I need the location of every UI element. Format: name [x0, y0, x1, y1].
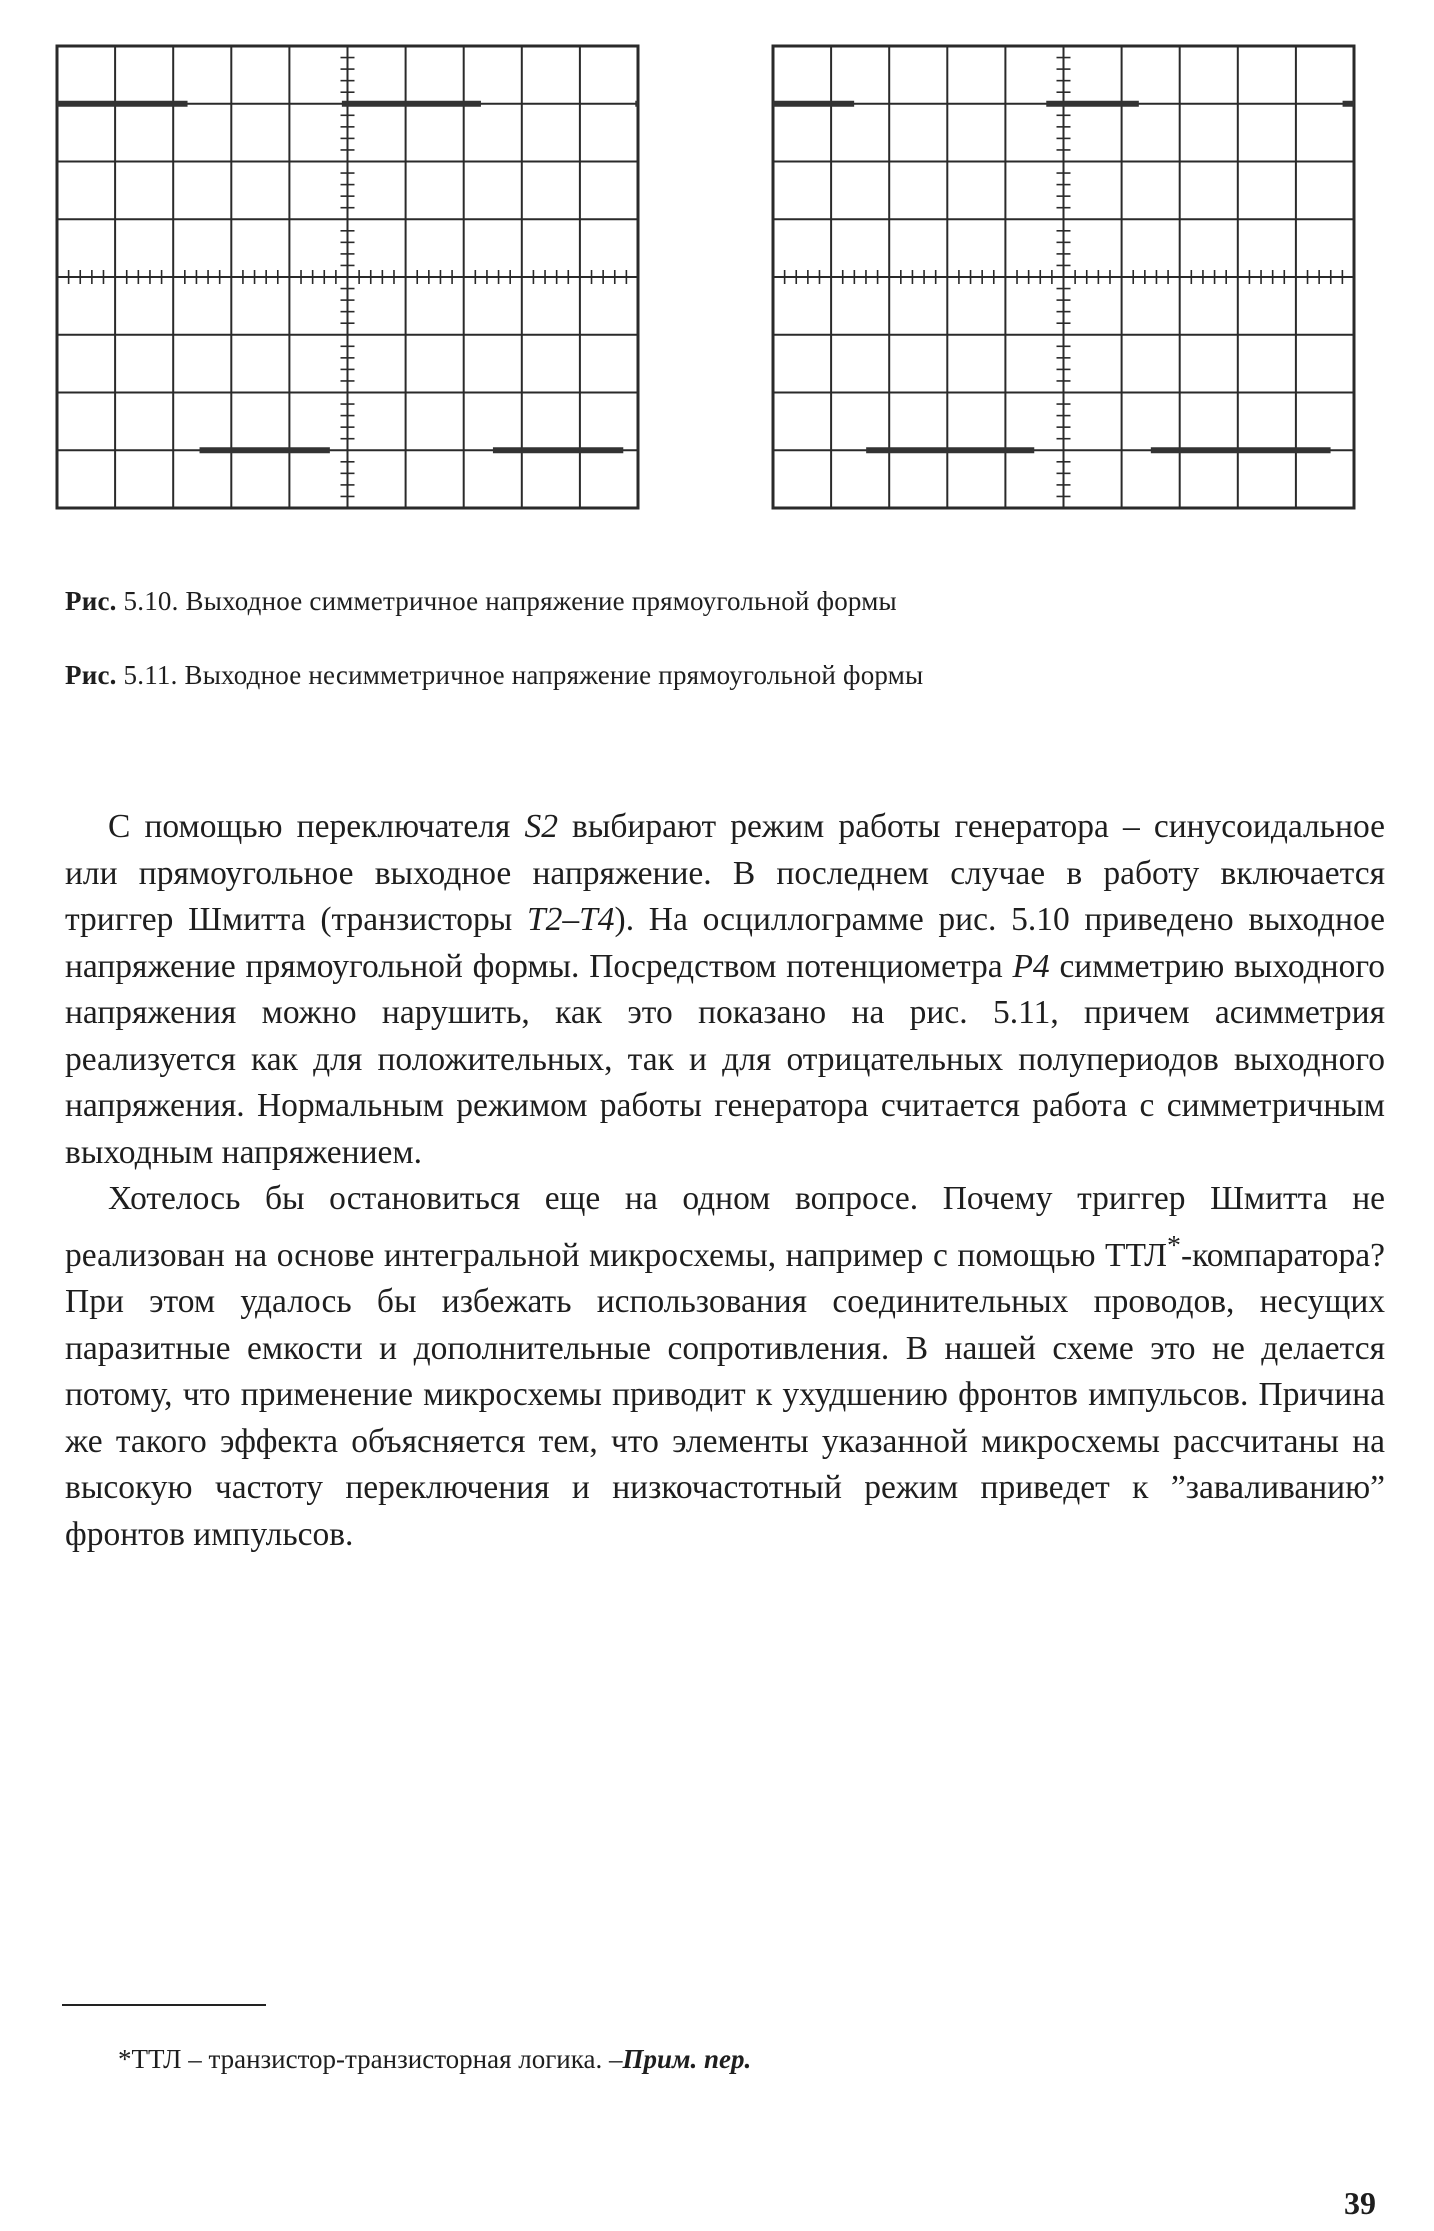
- oscillogram-fig-5-10: [55, 44, 640, 510]
- potentiometer-ref: Р4: [1012, 947, 1050, 985]
- footnote-marker: *: [1167, 1229, 1181, 1261]
- footnote-note: Прим. пер.: [622, 2044, 752, 2074]
- text-run: -компаратора? При этом удалось бы избежать использования соединительных проводов, несущих паразитные емкости и дополнительные сопротивления. В нашей схеме это не делается потому, что применение микросхемы приводит к ухудшению фронтов импульсов. Причина же такого эффекта объясняется тем, что элементы указанной микросхемы рассчитаны на высокую частоту переключения и низкочастотный режим приведет к ”заваливанию” фронтов импульсов.: [65, 1236, 1385, 1553]
- footnote-text: *ТТЛ – транзистор-транзисторная логика. –: [118, 2044, 623, 2074]
- transistor-ref: Т2–Т4: [527, 901, 615, 938]
- caption-label: Рис.: [65, 660, 117, 690]
- oscillogram-svg: [55, 44, 640, 510]
- text-run: ). На осциллограмме рис. 5.10 приведено выходное напряжение прямоугольной формы. Посредством потенциометра: [65, 901, 1385, 985]
- paragraph-2: [65, 1176, 1385, 1558]
- oscillogram-svg: [771, 44, 1356, 510]
- text-run: симметрию выходного напряжения можно нарушить, как это показано на рис. 5.11, причем асимметрия реализуется как для положительных, так и для отрицательных полупериодов выходного напряжения. Нормальным режимом работы генератора считается работа с симметричным выходным напряжением.: [65, 947, 1386, 1171]
- footnote: [118, 2044, 751, 2075]
- figure-caption-5-10: [65, 586, 897, 617]
- caption-label: Рис.: [65, 586, 117, 616]
- body-text: [65, 804, 1385, 1558]
- text-run: С помощью переключателя: [108, 808, 525, 845]
- oscillogram-fig-5-11: [771, 44, 1356, 510]
- text-run: Хотелось бы остановиться еще на одном вопросе. Почему триггер Шмитта не реализован на основе интегральной микросхемы, например с помощью ТТЛ: [65, 1180, 1385, 1274]
- paragraph-1: [65, 804, 1385, 1176]
- footnote-divider: [62, 2004, 266, 2006]
- figure-caption-5-11: [65, 660, 923, 691]
- caption-text: 5.11. Выходное несимметричное напряжение прямоугольной формы: [116, 660, 924, 690]
- switch-ref: S2: [524, 808, 558, 845]
- page-number: 39: [1344, 2185, 1376, 2221]
- caption-text: 5.10. Выходное симметричное напряжение прямоугольной формы: [116, 586, 897, 616]
- text-run: выбирают режим работы генератора – синусоидальное или прямоугольное выходное напряжение. В последнем случае в работу включается триггер Шмитта (транзисторы: [65, 808, 1386, 938]
